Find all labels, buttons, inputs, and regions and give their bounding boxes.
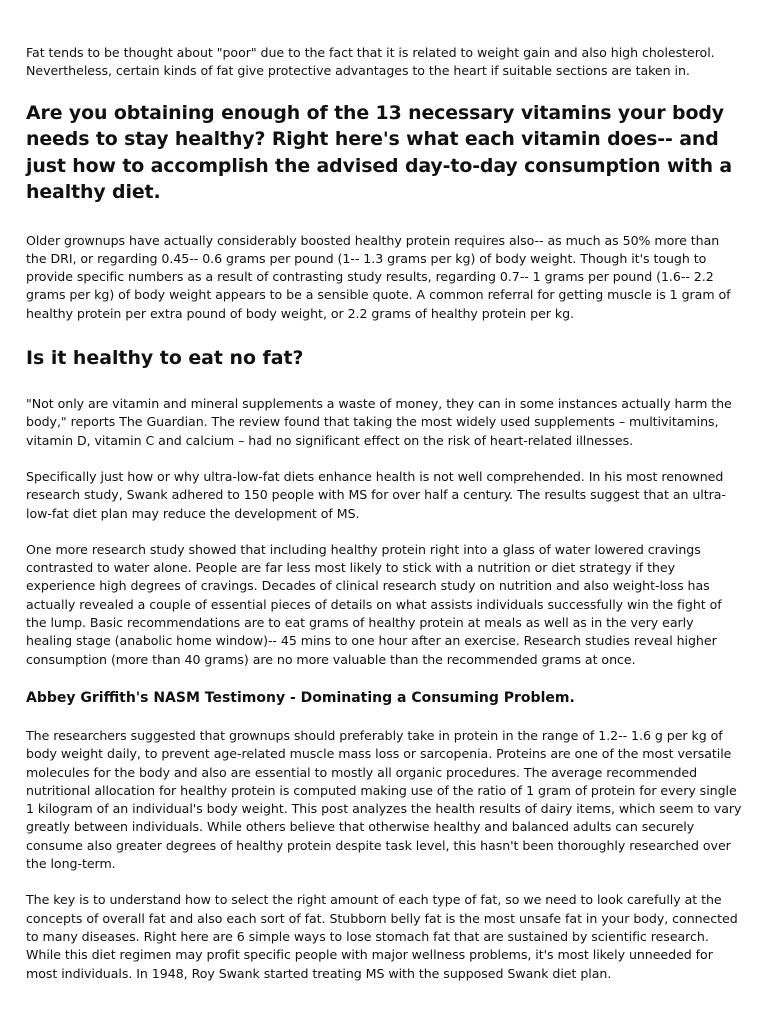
paragraph-fat-reputation: Fat tends to be thought about "poor" due to the fact that it is related to weight gain and also high cholesterol. Nevertheless, certain kinds of fat give protective advantages to the heart if suitable sections are taken in. bbox=[26, 45, 715, 79]
heading-no-fat: Is it healthy to eat no fat? bbox=[26, 347, 304, 370]
paragraph-ultra-low-fat: Specifically just how or why ultra-low-fat diets enhance health is not well comprehended. In his most renowned research study, Swank adhered to 150 people with MS for over half a century. The results suggest that an ultra-low-fat diet plan may reduce the development of MS. bbox=[26, 468, 726, 521]
paragraph-older-adults-protein: Older grownups have actually considerably boosted healthy protein requires also-- as much as 50% more than the DRI, or regarding 0.45-- 0.6 grams per pound (1-- 1.3 grams per kg) of body weight. Though it's tough to provide specific numbers as a result of contrasting study results, regarding 0.7-- 1 grams per pound (1.6-- 2.2 grams per kg) of body weight appears to be a sensible quote. A common referral for getting muscle is 1 gram of healthy protein per extra pound of body weight, or 2.2 grams of healthy protein per kg. bbox=[26, 232, 731, 321]
paragraph-fat-types: The key is to understand how to select the right amount of each type of fat, so we need to look carefully at the concepts of overall fat and also each sort of fat. Stubborn belly fat is the most unsafe fat in your body, connected to many diseases. Right here are 6 simple ways to lose stomach fat that are sustained by scientific research. While this diet regimen may profit specific people with major wellness problems, it's most likely unneeded for most individuals. In 1948, Roy Swank started treating MS with the supposed Swank diet plan. bbox=[26, 892, 738, 981]
paragraph-protein-cravings: One more research study showed that including healthy protein right into a glass of water lowered cravings contrasted to water alone. People are far less most likely to stick with a nutrition or diet strategy if they experience high degrees of cravings. Decades of clinical research study on nutrition and also weight-loss has actually revealed a couple of essential pieces of details on what assists individuals successfully win the fight of the lump. Basic recommendations are to eat grams of healthy protein at meals as well as in the very early healing stage (anabolic home window)-- 45 mins to one hour after an exercise. Research studies reveal higher consumption (more than 40 grams) are no more valuable than the recommended grams at once. bbox=[26, 541, 722, 667]
paragraph-supplements: "Not only are vitamin and mineral supplements a waste of money, they can in some instances actually harm the body," reports The Guardian. The review found that taking the most widely used supplements – multivitamins, vitamin D, vitamin C and calcium – had no significant effect on the risk of heart-related illnesses. bbox=[26, 396, 732, 448]
paragraph-protein-range: The researchers suggested that grownups should preferably take in protein in the range of 1.2-- 1.6 g per kg of body weight daily, to prevent age-related muscle mass loss or sarcopenia. Proteins are one of the most versatile molecules for the body and also are essential to mostly all organic procedures. The average recommended nutritional allocation for healthy protein is computed making use of the ratio of 1 gram of protein for every single 1 kilogram of an individual's body weight. This post analyzes the health results of dairy items, which seem to vary greatly between individuals. While others believe that otherwise healthy and balanced adults can securely consume also greater degrees of healthy protein despite task level, this hasn't been thoroughly researched over the long-term. bbox=[26, 727, 742, 872]
heading-abbey-griffith: Abbey Griffith's NASM Testimony - Dominating a Consuming Problem. bbox=[26, 689, 575, 706]
heading-vitamins: Are you obtaining enough of the 13 necessary vitamins your body needs to stay healthy? Right here's what each vitamin does-- and just how to accomplish the advised day-to-day consumption with a healthy diet. bbox=[26, 101, 733, 204]
